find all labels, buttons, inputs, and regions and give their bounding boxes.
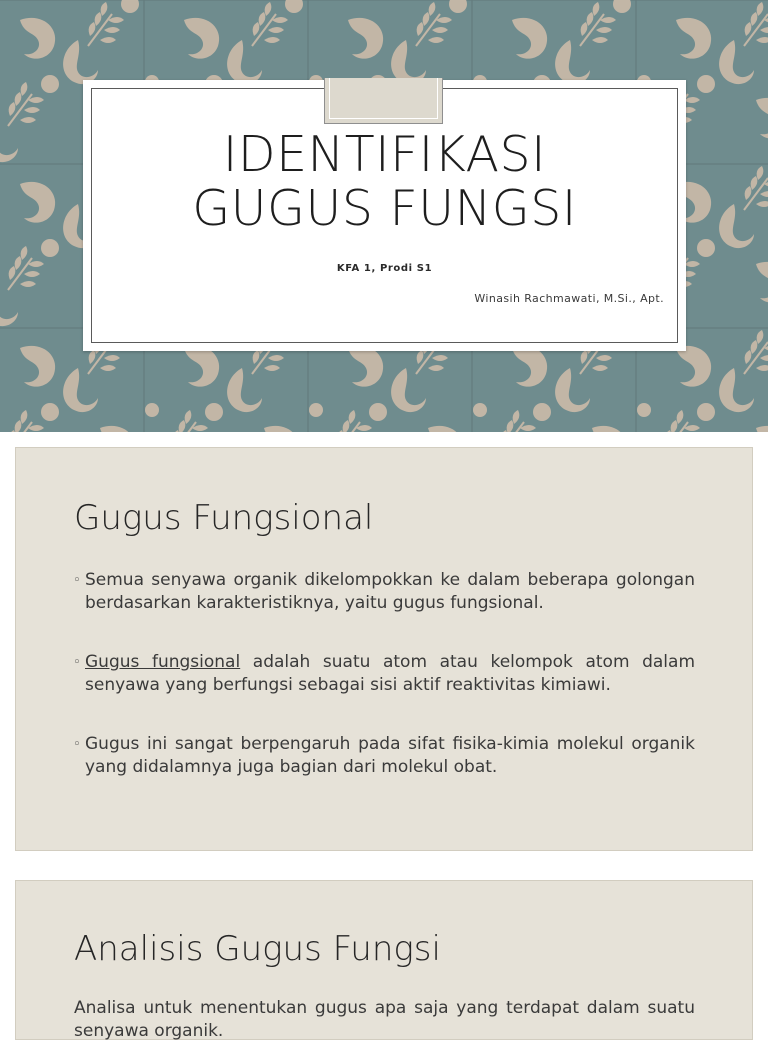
bullet-list bbox=[73, 569, 695, 815]
bullet-text: Semua senyawa organik dikelompokkan ke dalam beberapa golongan berdasarkan karakteristiknya, yaitu gugus fungsional. bbox=[85, 570, 695, 613]
list-item bbox=[73, 651, 695, 697]
bullet-text: adalah suatu atom atau kelompok atom dalam senyawa yang berfungsi sebagai sisi aktif reaktivitas kimiawi. bbox=[85, 652, 696, 695]
bullet-icon: ◦ bbox=[73, 573, 81, 588]
term-link[interactable]: Gugus fungsional bbox=[85, 652, 241, 672]
title-line-2: GUGUS FUNGSI bbox=[192, 180, 577, 237]
bullet-text: Gugus ini sangat berpengaruh pada sifat fisika-kimia molekul organik yang didalamnya juga bagian dari molekul obat. bbox=[85, 734, 695, 777]
bullet-icon: ◦ bbox=[73, 655, 81, 670]
list-item bbox=[73, 569, 695, 615]
title-tab-decoration bbox=[324, 78, 443, 124]
title-line-1: IDENTIFIKASI bbox=[222, 126, 547, 183]
subtitle: KFA 1, Prodi S1 bbox=[336, 263, 433, 274]
slide-analisis-gugus-fungsi bbox=[15, 880, 753, 1040]
presentation-title bbox=[83, 128, 686, 236]
bullet-icon: ◦ bbox=[73, 737, 81, 752]
slide-heading: Gugus Fungsional bbox=[74, 498, 374, 538]
list-item bbox=[73, 733, 695, 779]
slide-gugus-fungsional bbox=[15, 447, 753, 851]
title-slide bbox=[0, 0, 768, 432]
author-name: Winasih Rachmawati, M.Si., Apt. bbox=[474, 292, 664, 305]
slide-heading: Analisis Gugus Fungsi bbox=[74, 929, 441, 969]
title-card bbox=[83, 80, 686, 351]
slide-paragraph: Analisa untuk menentukan gugus apa saja yang terdapat dalam suatu senyawa organik. bbox=[74, 998, 695, 1041]
